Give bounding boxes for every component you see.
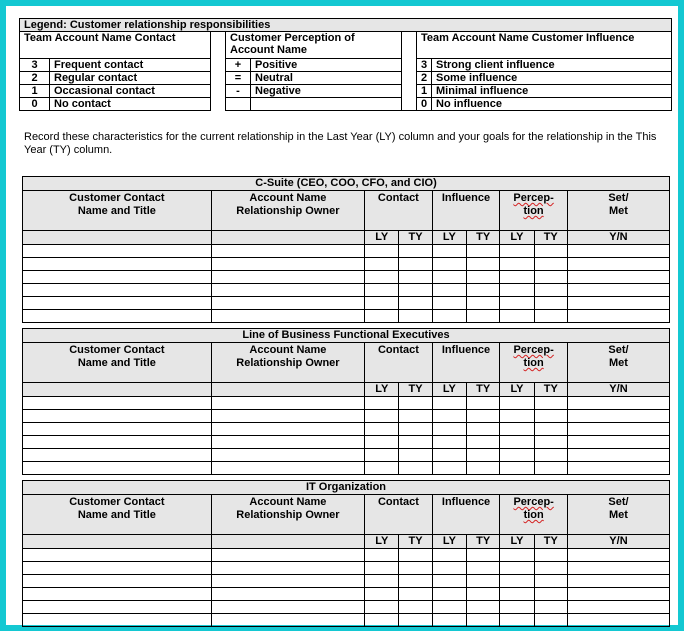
entry-cell[interactable] <box>365 284 399 297</box>
header-set-met: Set/ Met <box>567 343 669 383</box>
subheader-ly: LY <box>365 231 399 245</box>
legend-perception-label: Neutral <box>251 72 402 85</box>
entry-cell[interactable] <box>567 284 669 297</box>
entry-cell[interactable] <box>534 297 567 310</box>
entry-cell[interactable] <box>211 410 364 423</box>
subheader-ly: LY <box>500 231 534 245</box>
legend-contact-label: No contact <box>50 98 211 111</box>
legend-row <box>20 72 672 85</box>
entry-cell[interactable] <box>500 410 534 423</box>
entry-cell[interactable] <box>432 410 466 423</box>
subheader-ty: TY <box>399 231 432 245</box>
entry-cell[interactable] <box>211 588 364 601</box>
table-row <box>23 562 670 575</box>
entry-cell[interactable] <box>567 436 669 449</box>
legend-perception-label: Negative <box>251 85 402 98</box>
entry-cell[interactable] <box>399 410 432 423</box>
entry-cell[interactable] <box>500 423 534 436</box>
subheader-ly: LY <box>432 231 466 245</box>
legend-perception-code: = <box>226 72 251 85</box>
entry-cell[interactable] <box>534 575 567 588</box>
entry-cell[interactable] <box>399 423 432 436</box>
header-perception-b: tion <box>523 509 544 521</box>
entry-cell[interactable] <box>500 245 534 258</box>
table-row <box>23 436 670 449</box>
entry-cell[interactable] <box>23 575 212 588</box>
entry-cell[interactable] <box>432 284 466 297</box>
entry-cell[interactable] <box>500 436 534 449</box>
entry-cell[interactable] <box>432 271 466 284</box>
legend-spacer <box>402 59 417 72</box>
entry-cell[interactable] <box>365 549 399 562</box>
entry-cell[interactable] <box>211 245 364 258</box>
entry-cell[interactable] <box>399 245 432 258</box>
table-row <box>23 271 670 284</box>
legend-contact-code: 2 <box>20 72 50 85</box>
entry-cell[interactable] <box>23 310 212 323</box>
subheader-ly: LY <box>500 535 534 549</box>
header-contact-name: Customer Contact Name and Title <box>23 495 212 535</box>
header-owner: Account Name Relationship Owner <box>211 495 364 535</box>
entry-cell[interactable] <box>399 601 432 614</box>
legend-perception-code: + <box>226 59 251 72</box>
legend-row <box>20 98 672 111</box>
section-table <box>22 480 670 627</box>
entry-cell[interactable] <box>365 423 399 436</box>
legend-spacer <box>402 98 417 111</box>
entry-cell[interactable] <box>399 258 432 271</box>
entry-cell[interactable] <box>500 588 534 601</box>
entry-cell[interactable] <box>432 310 466 323</box>
entry-cell[interactable] <box>399 284 432 297</box>
legend-contact-code: 3 <box>20 59 50 72</box>
entry-cell[interactable] <box>399 297 432 310</box>
legend-spacer <box>402 32 417 59</box>
entry-cell[interactable] <box>432 575 466 588</box>
header-perception <box>500 191 568 231</box>
legend-spacer <box>402 85 417 98</box>
table-row <box>23 410 670 423</box>
legend-perception-label: Positive <box>251 59 402 72</box>
entry-cell[interactable] <box>211 562 364 575</box>
entry-cell[interactable] <box>432 462 466 475</box>
table-row <box>23 258 670 271</box>
entry-cell[interactable] <box>567 601 669 614</box>
entry-cell[interactable] <box>399 397 432 410</box>
legend-perception-code: - <box>226 85 251 98</box>
subheader-ty: TY <box>534 383 567 397</box>
entry-cell[interactable] <box>534 549 567 562</box>
legend-perception-code <box>226 98 251 111</box>
legend-table <box>19 18 672 111</box>
subheader-ty: TY <box>534 535 567 549</box>
entry-cell[interactable] <box>567 575 669 588</box>
entry-cell[interactable] <box>500 310 534 323</box>
entry-cell[interactable] <box>500 271 534 284</box>
header-set-met: Set/ Met <box>567 191 669 231</box>
entry-cell[interactable] <box>23 449 212 462</box>
entry-cell[interactable] <box>567 562 669 575</box>
entry-cell[interactable] <box>399 462 432 475</box>
subheader-blank <box>211 383 364 397</box>
header-contact-name: Customer Contact Name and Title <box>23 343 212 383</box>
entry-cell[interactable] <box>365 601 399 614</box>
entry-cell[interactable] <box>432 397 466 410</box>
entry-cell[interactable] <box>500 614 534 627</box>
entry-cell[interactable] <box>211 436 364 449</box>
subheader-yn: Y/N <box>567 535 669 549</box>
entry-cell[interactable] <box>500 462 534 475</box>
entry-cell[interactable] <box>211 575 364 588</box>
entry-cell[interactable] <box>432 423 466 436</box>
legend-row <box>20 85 672 98</box>
entry-cell[interactable] <box>534 284 567 297</box>
subheader-ty: TY <box>399 383 432 397</box>
entry-cell[interactable] <box>399 588 432 601</box>
entry-cell[interactable] <box>432 297 466 310</box>
entry-cell[interactable] <box>432 562 466 575</box>
entry-cell[interactable] <box>567 410 669 423</box>
entry-cell[interactable] <box>211 397 364 410</box>
entry-cell[interactable] <box>567 245 669 258</box>
entry-cell[interactable] <box>23 271 212 284</box>
entry-cell[interactable] <box>567 549 669 562</box>
entry-cell[interactable] <box>365 397 399 410</box>
header-perception-a: Percep- <box>513 192 554 204</box>
entry-cell[interactable] <box>567 297 669 310</box>
legend-row <box>20 59 672 72</box>
legend-spacer <box>211 72 226 85</box>
subheader-ly: LY <box>432 535 466 549</box>
entry-cell[interactable] <box>534 436 567 449</box>
entry-cell[interactable] <box>467 410 500 423</box>
subheader-blank <box>23 383 212 397</box>
entry-cell[interactable] <box>567 462 669 475</box>
legend-spacer <box>211 85 226 98</box>
entry-cell[interactable] <box>23 436 212 449</box>
entry-cell[interactable] <box>534 423 567 436</box>
entry-cell[interactable] <box>534 310 567 323</box>
entry-cell[interactable] <box>211 614 364 627</box>
entry-cell[interactable] <box>567 588 669 601</box>
table-row <box>23 310 670 323</box>
table-row <box>23 462 670 475</box>
entry-cell[interactable] <box>365 436 399 449</box>
table-row <box>23 549 670 562</box>
header-influence: Influence <box>432 495 500 535</box>
entry-cell[interactable] <box>432 258 466 271</box>
table-row <box>23 588 670 601</box>
entry-cell[interactable] <box>432 245 466 258</box>
entry-cell[interactable] <box>365 588 399 601</box>
table-row <box>23 245 670 258</box>
entry-cell[interactable] <box>23 423 212 436</box>
entry-cell[interactable] <box>534 614 567 627</box>
entry-cell[interactable] <box>211 423 364 436</box>
entry-cell[interactable] <box>23 614 212 627</box>
entry-cell[interactable] <box>211 297 364 310</box>
entry-cell[interactable] <box>467 397 500 410</box>
entry-cell[interactable] <box>500 449 534 462</box>
subheader-ly: LY <box>432 383 466 397</box>
entry-cell[interactable] <box>500 284 534 297</box>
legend-spacer <box>211 98 226 111</box>
entry-cell[interactable] <box>365 271 399 284</box>
entry-cell[interactable] <box>365 310 399 323</box>
entry-cell[interactable] <box>365 614 399 627</box>
legend-spacer <box>211 59 226 72</box>
legend-influence-code: 0 <box>417 98 432 111</box>
entry-cell[interactable] <box>467 562 500 575</box>
table-row <box>23 614 670 627</box>
entry-cell[interactable] <box>211 284 364 297</box>
legend-influence-label: Strong client influence <box>432 59 672 72</box>
header-set-met: Set/ Met <box>567 495 669 535</box>
entry-cell[interactable] <box>466 271 499 284</box>
entry-cell[interactable] <box>365 462 399 475</box>
entry-cell[interactable] <box>534 271 567 284</box>
section-title: IT Organization <box>23 481 670 495</box>
entry-cell[interactable] <box>399 271 432 284</box>
legend-contact-label: Frequent contact <box>50 59 211 72</box>
entry-cell[interactable] <box>467 449 500 462</box>
entry-cell[interactable] <box>467 462 500 475</box>
legend-header-influence: Team Account Name Customer Influence <box>417 32 672 59</box>
table-row <box>23 284 670 297</box>
entry-cell[interactable] <box>23 562 212 575</box>
legend-influence-code: 2 <box>417 72 432 85</box>
entry-cell[interactable] <box>23 410 212 423</box>
entry-cell[interactable] <box>567 614 669 627</box>
legend-influence-code: 1 <box>417 85 432 98</box>
entry-cell[interactable] <box>534 562 567 575</box>
entry-cell[interactable] <box>365 575 399 588</box>
header-perception <box>500 343 568 383</box>
entry-cell[interactable] <box>500 549 534 562</box>
entry-cell[interactable] <box>365 449 399 462</box>
entry-cell[interactable] <box>467 423 500 436</box>
entry-cell[interactable] <box>211 549 364 562</box>
table-row <box>23 449 670 462</box>
entry-cell[interactable] <box>23 462 212 475</box>
entry-cell[interactable] <box>365 245 399 258</box>
table-row <box>23 575 670 588</box>
entry-cell[interactable] <box>500 601 534 614</box>
entry-cell[interactable] <box>399 575 432 588</box>
entry-cell[interactable] <box>467 575 500 588</box>
table-row <box>23 601 670 614</box>
entry-cell[interactable] <box>211 258 364 271</box>
header-contact: Contact <box>365 191 433 231</box>
entry-cell[interactable] <box>467 549 500 562</box>
entry-cell[interactable] <box>534 245 567 258</box>
legend-influence-label: Minimal influence <box>432 85 672 98</box>
header-owner: Account Name Relationship Owner <box>211 343 364 383</box>
entry-cell[interactable] <box>534 410 567 423</box>
entry-cell[interactable] <box>23 397 212 410</box>
subheader-ty: TY <box>466 231 499 245</box>
header-owner: Account Name Relationship Owner <box>211 191 364 231</box>
entry-cell[interactable] <box>432 436 466 449</box>
legend-spacer <box>211 32 226 59</box>
entry-cell[interactable] <box>211 310 364 323</box>
header-contact: Contact <box>365 495 433 535</box>
legend-contact-code: 1 <box>20 85 50 98</box>
subheader-ty: TY <box>534 231 567 245</box>
entry-cell[interactable] <box>466 297 499 310</box>
entry-cell[interactable] <box>467 601 500 614</box>
table-row <box>23 297 670 310</box>
entry-cell[interactable] <box>211 462 364 475</box>
entry-cell[interactable] <box>399 449 432 462</box>
legend-spacer <box>402 72 417 85</box>
entry-cell[interactable] <box>466 258 499 271</box>
entry-cell[interactable] <box>467 436 500 449</box>
legend-header-contact: Team Account Name Contact <box>20 32 211 59</box>
entry-cell[interactable] <box>399 310 432 323</box>
entry-cell[interactable] <box>567 258 669 271</box>
entry-cell[interactable] <box>365 562 399 575</box>
legend-perception-label <box>251 98 402 111</box>
legend-contact-code: 0 <box>20 98 50 111</box>
section-table <box>22 176 670 323</box>
entry-cell[interactable] <box>23 588 212 601</box>
entry-cell[interactable] <box>432 614 466 627</box>
entry-cell[interactable] <box>500 575 534 588</box>
entry-cell[interactable] <box>432 601 466 614</box>
header-influence: Influence <box>432 343 500 383</box>
subheader-ly: LY <box>500 383 534 397</box>
entry-cell[interactable] <box>500 258 534 271</box>
header-contact: Contact <box>365 343 433 383</box>
subheader-ty: TY <box>467 383 500 397</box>
entry-cell[interactable] <box>432 588 466 601</box>
entry-cell[interactable] <box>534 588 567 601</box>
entry-cell[interactable] <box>23 601 212 614</box>
entry-cell[interactable] <box>432 549 466 562</box>
entry-cell[interactable] <box>399 436 432 449</box>
subheader-ly: LY <box>365 535 399 549</box>
header-perception-a: Percep- <box>513 496 554 508</box>
entry-cell[interactable] <box>467 588 500 601</box>
entry-cell[interactable] <box>466 310 499 323</box>
entry-cell[interactable] <box>466 245 499 258</box>
legend-influence-code: 3 <box>417 59 432 72</box>
entry-cell[interactable] <box>500 397 534 410</box>
section-title: Line of Business Functional Executives <box>23 329 670 343</box>
legend-influence-label: No influence <box>432 98 672 111</box>
entry-cell[interactable] <box>23 297 212 310</box>
entry-cell[interactable] <box>432 449 466 462</box>
entry-cell[interactable] <box>500 562 534 575</box>
entry-cell[interactable] <box>567 423 669 436</box>
entry-cell[interactable] <box>534 449 567 462</box>
document-page <box>6 6 678 625</box>
legend-title: Legend: Customer relationship responsibilities <box>20 19 672 32</box>
subheader-yn: Y/N <box>567 231 669 245</box>
entry-cell[interactable] <box>534 258 567 271</box>
entry-cell[interactable] <box>466 284 499 297</box>
legend-header-perception: Customer Perception of Account Name <box>226 32 402 59</box>
header-perception-b: tion <box>523 205 544 217</box>
legend-contact-label: Regular contact <box>50 72 211 85</box>
entry-cell[interactable] <box>23 245 212 258</box>
section-table <box>22 328 670 475</box>
subheader-blank <box>23 535 212 549</box>
entry-cell[interactable] <box>534 601 567 614</box>
entry-cell[interactable] <box>500 297 534 310</box>
entry-cell[interactable] <box>399 562 432 575</box>
header-influence: Influence <box>432 191 500 231</box>
subheader-blank <box>211 535 364 549</box>
table-row <box>23 397 670 410</box>
entry-cell[interactable] <box>365 410 399 423</box>
subheader-ly: LY <box>365 383 399 397</box>
header-perception-b: tion <box>523 357 544 369</box>
legend-influence-label: Some influence <box>432 72 672 85</box>
subheader-ty: TY <box>467 535 500 549</box>
entry-cell[interactable] <box>399 549 432 562</box>
instructions-text: Record these characteristics for the current relationship in the Last Year (LY) column and your goals for the relationship in the This Year (TY) column. <box>24 131 657 156</box>
header-perception <box>500 495 568 535</box>
entry-cell[interactable] <box>23 549 212 562</box>
subheader-ty: TY <box>399 535 432 549</box>
section-title: C-Suite (CEO, COO, CFO, and CIO) <box>23 177 670 191</box>
entry-cell[interactable] <box>567 397 669 410</box>
entry-cell[interactable] <box>23 258 212 271</box>
entry-cell[interactable] <box>23 284 212 297</box>
entry-cell[interactable] <box>567 310 669 323</box>
entry-cell[interactable] <box>365 297 399 310</box>
entry-cell[interactable] <box>211 449 364 462</box>
entry-cell[interactable] <box>567 271 669 284</box>
table-row <box>23 423 670 436</box>
entry-cell[interactable] <box>365 258 399 271</box>
entry-cell[interactable] <box>534 397 567 410</box>
entry-cell[interactable] <box>567 449 669 462</box>
entry-cell[interactable] <box>399 614 432 627</box>
subheader-yn: Y/N <box>567 383 669 397</box>
subheader-blank <box>211 231 364 245</box>
entry-cell[interactable] <box>467 614 500 627</box>
header-contact-name: Customer Contact Name and Title <box>23 191 212 231</box>
legend-contact-label: Occasional contact <box>50 85 211 98</box>
entry-cell[interactable] <box>211 271 364 284</box>
entry-cell[interactable] <box>211 601 364 614</box>
entry-cell[interactable] <box>534 462 567 475</box>
header-perception-a: Percep- <box>513 344 554 356</box>
subheader-blank <box>23 231 212 245</box>
